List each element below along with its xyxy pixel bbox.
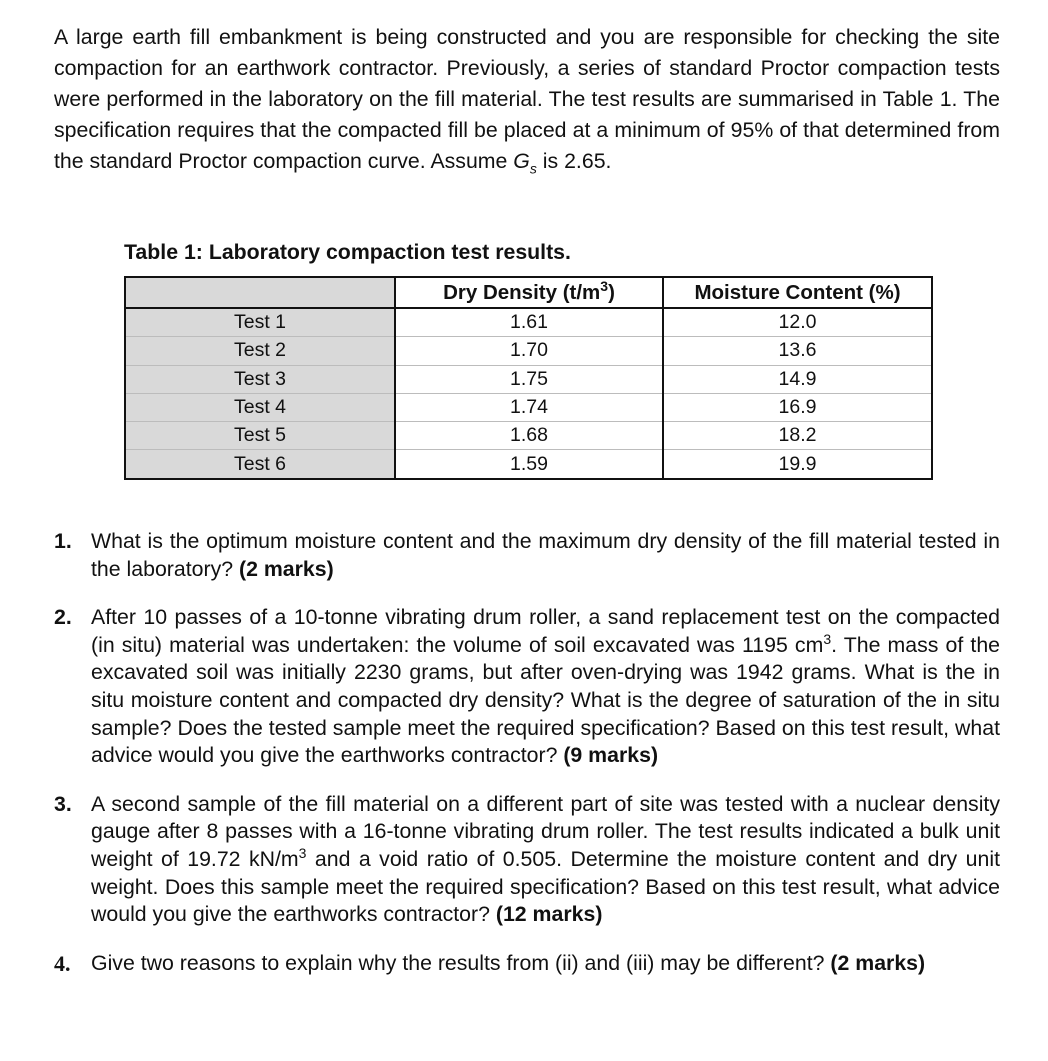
header-blank-cell bbox=[125, 277, 395, 308]
table-row bbox=[125, 365, 932, 393]
table-header-row bbox=[125, 277, 932, 308]
question-marks: (2 marks) bbox=[830, 950, 926, 975]
table-row bbox=[125, 393, 932, 421]
question-marks: (12 marks) bbox=[495, 902, 603, 927]
dry-density-cell: 1.70 bbox=[395, 337, 663, 365]
question-2: 2. After 10 passes of a 10-tonne vibrating drum roller, a sand replacement test on the compacted (in situ) material was undertaken: the volume of soil excavated was 1195 $cm^3$. The mass of the excavated soil was initially 2230 grams, but after oven-drying was 1942 grams. What is the in situ moisture content and compacted dry density? What is the degree of saturation of the in situ sample? Does the tested sample meet the required specification? Based on this test result, what advice would you give the earthworks contractor? (9 marks) bbox=[54, 605, 1001, 768]
row-label: Test 3 bbox=[125, 365, 395, 393]
question-number: 1. bbox=[54, 529, 72, 553]
question-text: After 10 passes of a 10-tonne vibrating drum roller, a sand replacement test on the compacted (in situ) material was undertaken: the volume of soil excavated was 1195 cm bbox=[91, 605, 1000, 657]
compaction-results-table bbox=[124, 276, 933, 480]
question-number: 2. bbox=[54, 605, 72, 630]
question-text-cont: . The mass of the excavated soil was initially 2230 grams, but after oven-drying was 1942 grams. What is the in situ moisture content and compacted dry density? What is the degree of saturation of the in situ sample? Does the tested sample meet the required specification? Based on this test result, what advice would you give the earthworks contractor? bbox=[91, 632, 1001, 768]
row-label: Test 5 bbox=[125, 422, 395, 450]
dry-density-cell: 1.68 bbox=[395, 422, 663, 450]
intro-text-end: is 2.65. bbox=[536, 149, 612, 173]
table-row bbox=[125, 450, 932, 479]
moisture-cell: 16.9 bbox=[663, 393, 932, 421]
moisture-cell: 13.6 bbox=[663, 337, 932, 365]
gs-symbol: $G_s$ bbox=[513, 149, 537, 177]
question-4 bbox=[54, 950, 1000, 978]
dry-density-cell: 1.59 bbox=[395, 450, 663, 479]
header-dry-density: Dry Density $(t/m^3)$ bbox=[395, 277, 663, 308]
moisture-cell: 14.9 bbox=[663, 365, 932, 393]
table-row bbox=[125, 337, 932, 365]
question-1 bbox=[54, 528, 1000, 583]
question-number: 4. bbox=[54, 950, 71, 976]
moisture-cell: 19.9 bbox=[663, 450, 932, 479]
intro-paragraph bbox=[54, 22, 1000, 177]
question-marks: (2 marks) bbox=[239, 556, 334, 581]
row-label: Test 4 bbox=[125, 393, 395, 421]
question-text-cont: and a void ratio of 0.505. Determine the moisture content and dry unit weight. Does this sample meet the required specification? Based on this test result, what advice would you give the earthworks contractor? bbox=[91, 846, 1000, 927]
question-text: What is the optimum moisture content and the maximum dry density of the fill material tested in the laboratory? bbox=[91, 529, 1000, 581]
row-label: Test 6 bbox=[125, 450, 395, 479]
question-number: 3. bbox=[54, 791, 72, 816]
header-moisture-content: Moisture Content (%) bbox=[663, 277, 932, 308]
question-3: 3. A second sample of the fill material on a different part of site was tested with a nuclear density gauge after 8 passes with a 16-tonne vibrating drum roller. The test results indicated a bulk unit weight of 19.72 $kN/m^3$ and a void ratio of 0.505. Determine the moisture content and dry unit weight. Does this sample meet the required specification? Based on this test result, what advice would you give the earthworks contractor? (12 marks) bbox=[54, 791, 1000, 927]
row-label: Test 2 bbox=[125, 337, 395, 365]
question-list bbox=[54, 528, 1000, 998]
intro-text: A large earth fill embankment is being constructed and you are responsible for checking the site compaction for an earthwork contractor. Previously, a series of standard Proctor compaction tests were performed in the laboratory on the fill material. The test results are summarised in Table 1. The specification requires that the compacted fill be placed at a minimum of 95% of that determined from the standard Proctor compaction curve. Assume bbox=[54, 25, 1000, 173]
moisture-cell: 18.2 bbox=[663, 422, 932, 450]
question-marks: (9 marks) bbox=[563, 743, 659, 768]
dry-density-cell: 1.61 bbox=[395, 308, 663, 337]
question-text: Give two reasons to explain why the results from (ii) and (iii) may be different? bbox=[91, 950, 831, 975]
question-text: A second sample of the fill material on a different part of site was tested with a nuclear density gauge after 8 passes with a 16-tonne vibrating drum roller. The test results indicated a bulk unit weight of 19.72 kN/m bbox=[91, 791, 1000, 871]
table-caption: Table 1: Laboratory compaction test results. bbox=[124, 240, 571, 264]
table-row bbox=[125, 422, 932, 450]
dry-density-cell: 1.75 bbox=[395, 365, 663, 393]
row-label: Test 1 bbox=[125, 308, 395, 337]
dry-density-cell: 1.74 bbox=[395, 393, 663, 421]
table-row bbox=[125, 308, 932, 337]
moisture-cell: 12.0 bbox=[663, 308, 932, 337]
